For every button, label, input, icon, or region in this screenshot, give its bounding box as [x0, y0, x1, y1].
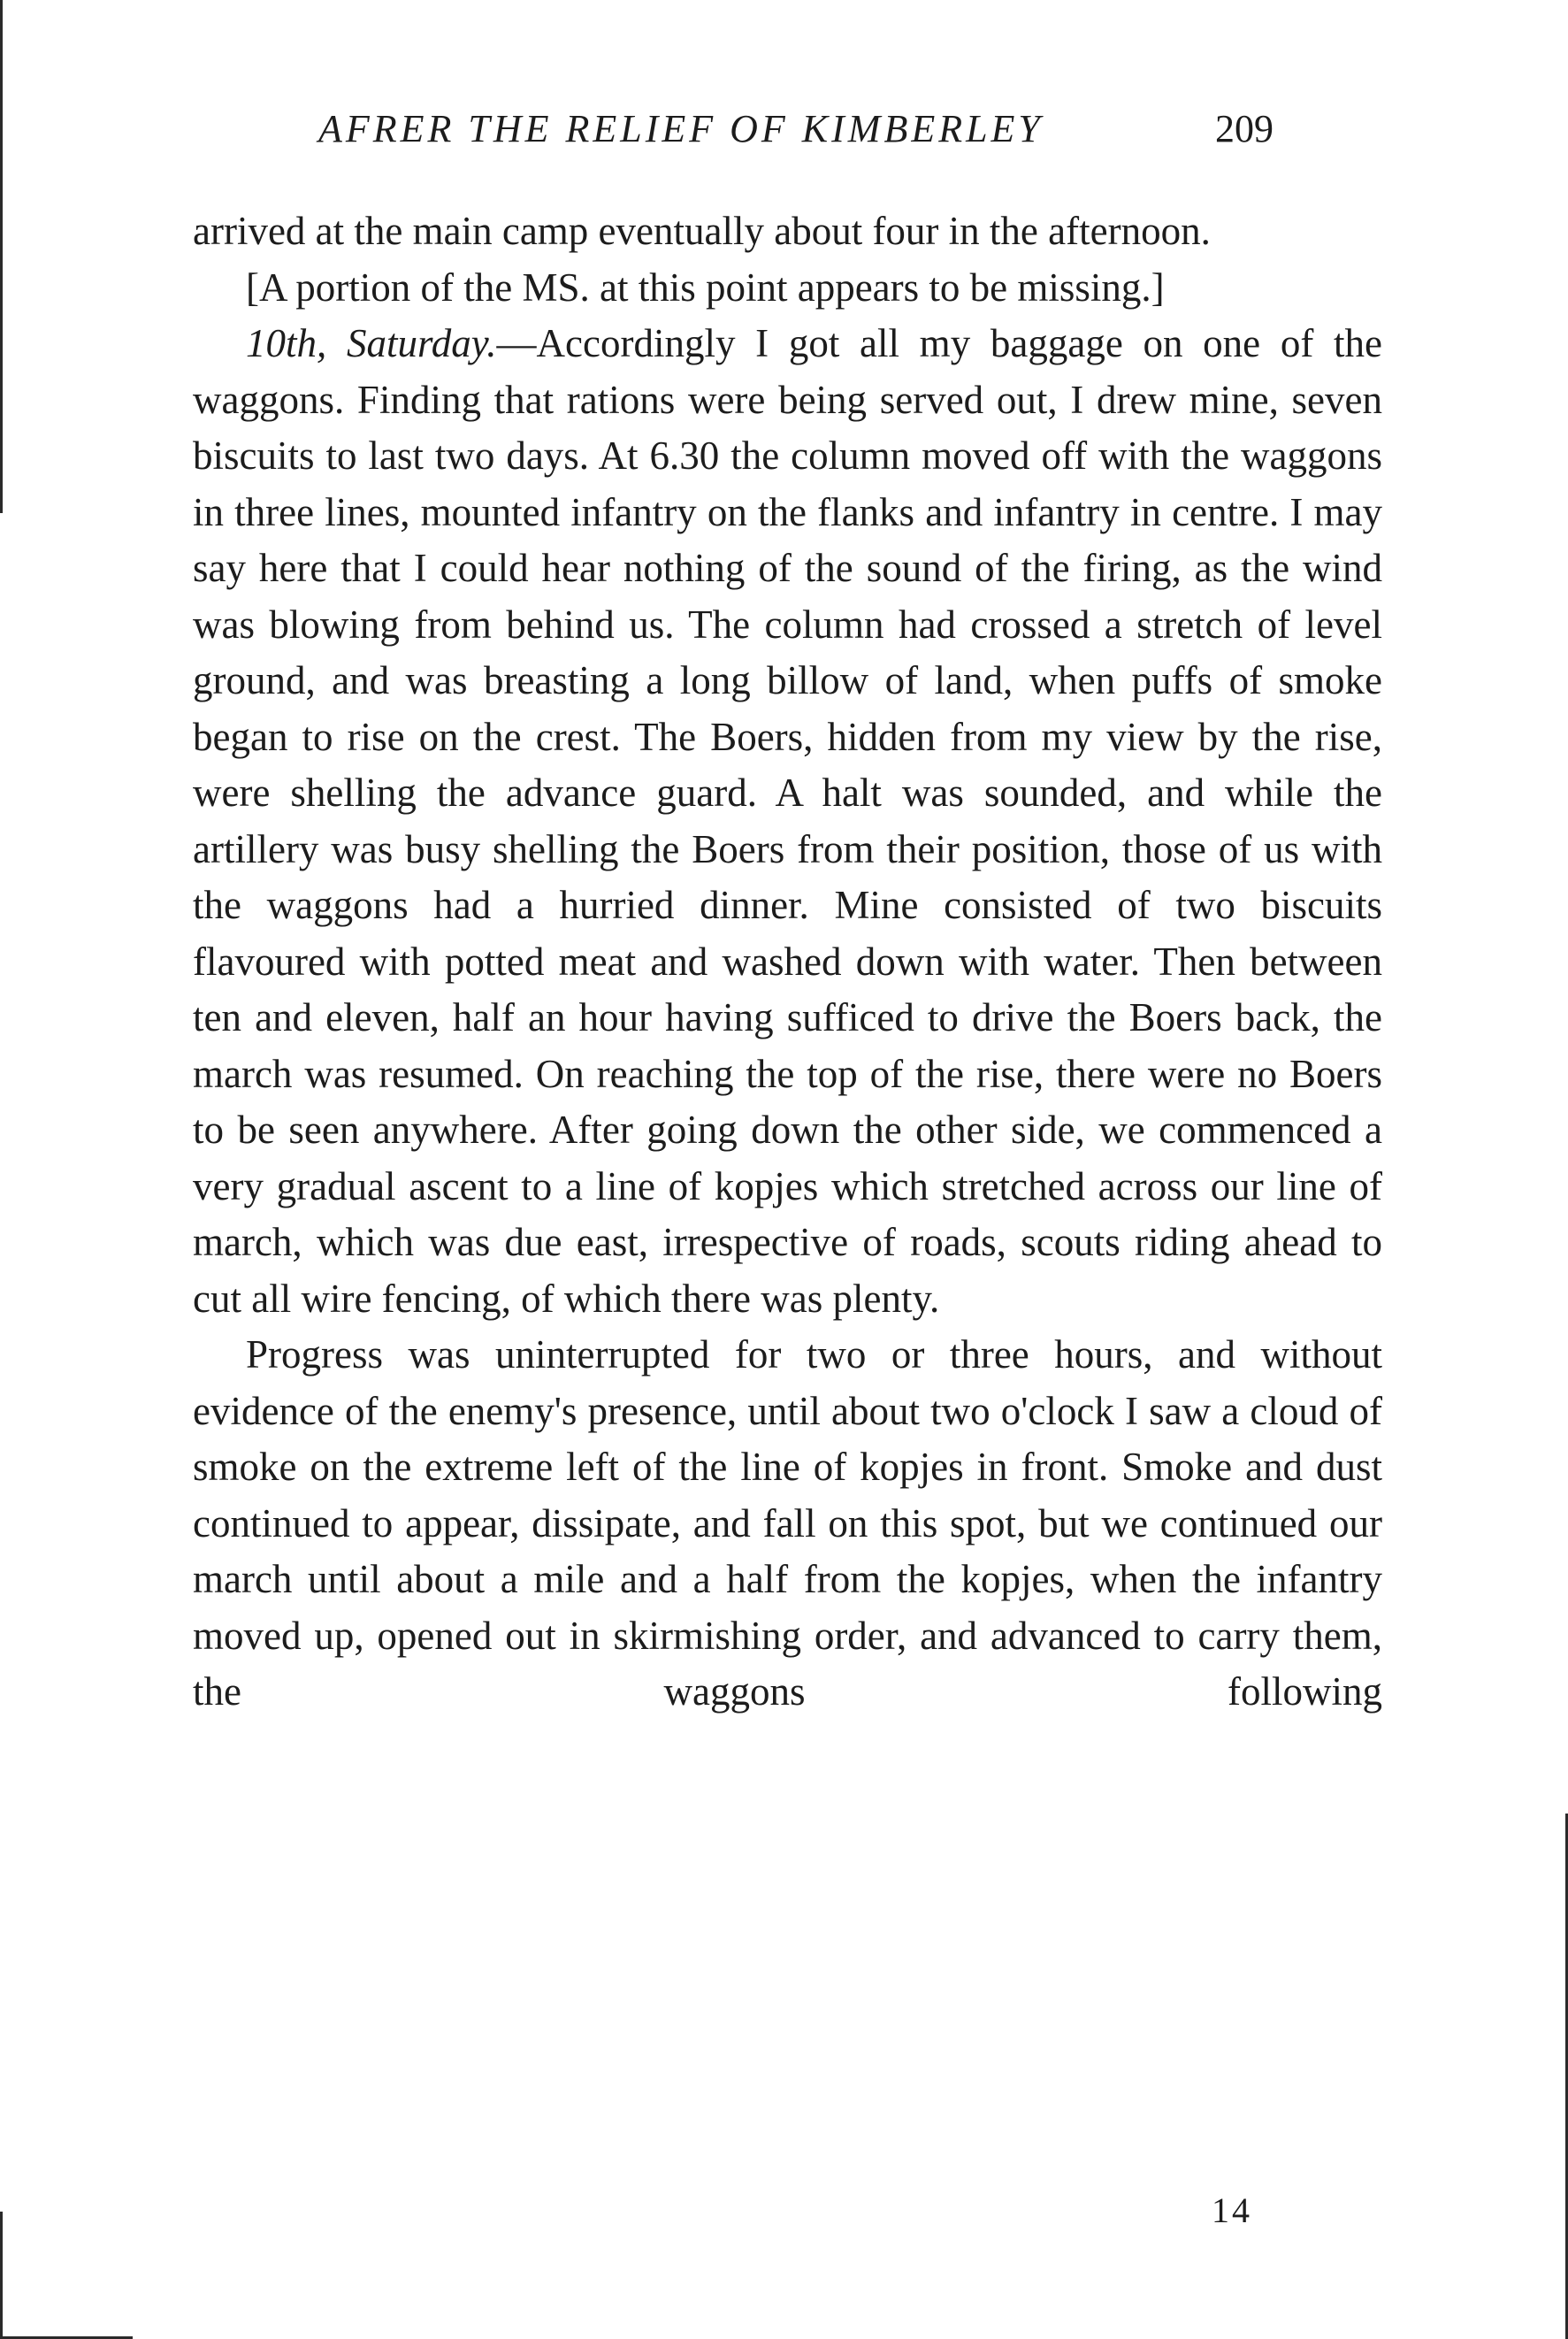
signature-mark: 14	[1212, 2190, 1252, 2230]
paragraph-1: arrived at the main camp eventually about four in the afternoon.	[193, 209, 1211, 253]
paragraph-2: [A portion of the MS. at this point appears to be missing.]	[246, 265, 1165, 310]
paragraph-3	[193, 316, 1382, 1327]
scan-edge-left-top	[0, 0, 3, 513]
running-head	[318, 106, 1274, 168]
page-number: 209	[1215, 107, 1274, 150]
paragraph-3-text: —Accordingly I got all my baggage on one of the waggons. Finding that rations were being served out, I drew mine, seven biscuits to last two days. At 6.30 the column moved off with the waggons in three lines, mounted infantry on the flanks and infantry in centre. I may say here that I could hear nothing of the sound of the firing, as the wind was blowing from behind us. The column had crossed a stretch of level ground, and was breasting a long billow of land, when puffs of smoke began to rise on the crest. The Boers, hidden from my view by the rise, were shelling the advance guard. A halt was sounded, and while the artillery was busy shelling the Boers from their position, those of us with the waggons had a hurried dinner. Mine consisted of two biscuits flavoured with potted meat and washed down with water. Then between ten and eleven, half an hour having sufficed to drive the Boers back, the march was resumed. On reaching the top of the rise, there were no Boers to be seen anywhere. After going down the other side, we commenced a very gradual ascent to a line of kopjes which stretched across our line of march, which was due east, irrespective of roads, scouts riding ahead to cut all wire fencing, of which there was plenty.	[193, 321, 1382, 1321]
running-head-title: AFRER THE RELIEF OF KIMBERLEY	[318, 107, 1044, 150]
body-text	[193, 203, 1382, 1721]
paragraph-4: Progress was uninterrupted for two or three hours, and without evidence of the enemy's presence, until about two o'clock I saw a cloud of smoke on the extreme left of the line of kopjes in front. Smoke and dust continued to appear, dissipate, and fall on this spot, but we continued our march until about a mile and a half from the kopjes, when the infantry moved up, opened out in skirmishing order, and advanced to carry them, the waggons following	[193, 1332, 1382, 1714]
entry-date: 10th, Saturday.	[246, 321, 497, 365]
scan-edge-left-bottom	[0, 2212, 3, 2339]
